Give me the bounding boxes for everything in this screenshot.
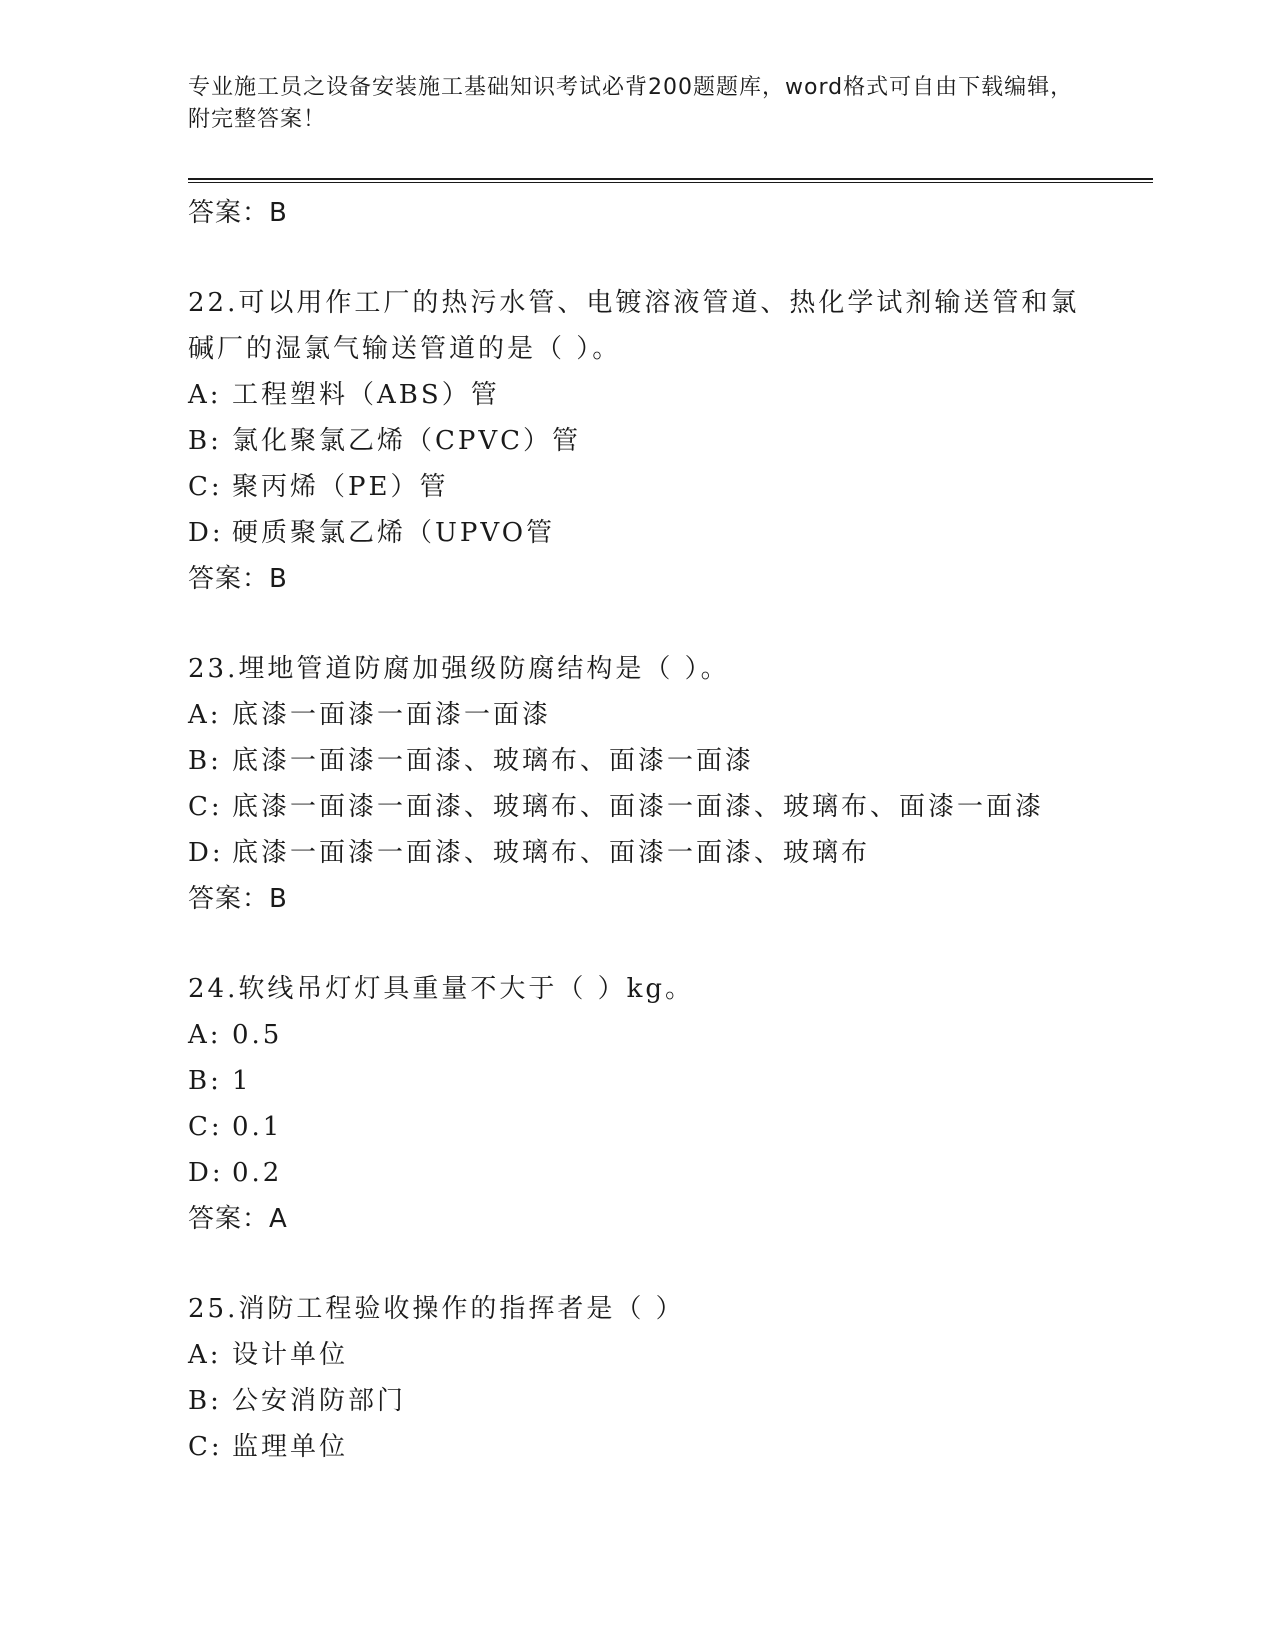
option-text: 底漆一面漆一面漆、玻璃布、面漆一面漆、玻璃布 xyxy=(232,838,871,868)
page-header: 专业施工员之设备安装施工基础知识考试必背200题题库，word格式可自由下载编辑，附完整答案！ xyxy=(188,75,1074,132)
option-text: 聚丙烯（PE）管 xyxy=(232,472,449,502)
option-letter: A: xyxy=(188,700,222,730)
option xyxy=(188,510,1148,556)
option xyxy=(188,692,1148,738)
option-text: 硬质聚氯乙烯（UPVO管 xyxy=(232,518,556,548)
option xyxy=(188,738,1148,784)
question-stem: 碱厂的湿氯气输送管道的是（ ）。 xyxy=(188,334,622,364)
option xyxy=(188,1012,1148,1058)
option-letter: C: xyxy=(188,472,223,502)
option-letter: A: xyxy=(188,1020,222,1050)
option-letter: B: xyxy=(188,426,222,456)
question-block xyxy=(188,1286,1148,1470)
option-letter: A: xyxy=(188,1340,222,1370)
option-text: 0.1 xyxy=(232,1112,283,1142)
option-letter: D: xyxy=(188,838,224,868)
question-block xyxy=(188,280,1148,602)
question-block xyxy=(188,966,1148,1242)
option xyxy=(188,1058,1148,1104)
answer-line: 答案：B xyxy=(188,884,288,914)
questions-container xyxy=(188,236,1148,1470)
option xyxy=(188,1424,1148,1470)
option-text: 监理单位 xyxy=(232,1432,349,1462)
option-text: 公安消防部门 xyxy=(232,1386,407,1416)
question-stem: 25.消防工程验收操作的指挥者是（ ） xyxy=(188,1294,685,1324)
option-text: 设计单位 xyxy=(232,1340,349,1370)
option-text: 底漆一面漆一面漆、玻璃布、面漆一面漆、玻璃布、面漆一面漆 xyxy=(232,792,1045,822)
question-gap xyxy=(188,602,1148,646)
option-text: 底漆一面漆一面漆、玻璃布、面漆一面漆 xyxy=(232,746,755,776)
option-text: 工程塑料（ABS）管 xyxy=(232,380,500,410)
header-rule xyxy=(188,178,1153,183)
option-letter: B: xyxy=(188,1066,222,1096)
option-letter: C: xyxy=(188,792,223,822)
option-text: 0.5 xyxy=(232,1020,283,1050)
option xyxy=(188,830,1148,876)
option-text: 底漆一面漆一面漆一面漆 xyxy=(232,700,552,730)
question-stem: 22.可以用作工厂的热污水管、电镀溶液管道、热化学试剂输送管和氯 xyxy=(188,288,1080,318)
option xyxy=(188,1104,1148,1150)
option xyxy=(188,1378,1148,1424)
option-letter: C: xyxy=(188,1112,223,1142)
option xyxy=(188,418,1148,464)
option xyxy=(188,1332,1148,1378)
option-letter: B: xyxy=(188,746,222,776)
answer-line: 答案：B xyxy=(188,564,288,594)
option-text: 氯化聚氯乙烯（CPVC）管 xyxy=(232,426,582,456)
option xyxy=(188,464,1148,510)
answer-line: 答案：A xyxy=(188,1204,288,1234)
option-letter: D: xyxy=(188,518,224,548)
option-text: 0.2 xyxy=(232,1158,283,1188)
option-letter: B: xyxy=(188,1386,222,1416)
question-stem: 23.埋地管道防腐加强级防腐结构是（ ）。 xyxy=(188,654,730,684)
option xyxy=(188,372,1148,418)
option xyxy=(188,784,1148,830)
question-stem: 24.软线吊灯灯具重量不大于（ ）kg。 xyxy=(188,974,695,1004)
option xyxy=(188,1150,1148,1196)
question-gap xyxy=(188,922,1148,966)
question-gap xyxy=(188,236,1148,280)
answer-line: 答案：B xyxy=(188,198,288,228)
option-letter: D: xyxy=(188,1158,224,1188)
option-text: 1 xyxy=(232,1066,252,1096)
option-letter: A: xyxy=(188,380,222,410)
question-list xyxy=(188,190,1148,1470)
question-block xyxy=(188,646,1148,922)
option-letter: C: xyxy=(188,1432,223,1462)
question-gap xyxy=(188,1242,1148,1286)
